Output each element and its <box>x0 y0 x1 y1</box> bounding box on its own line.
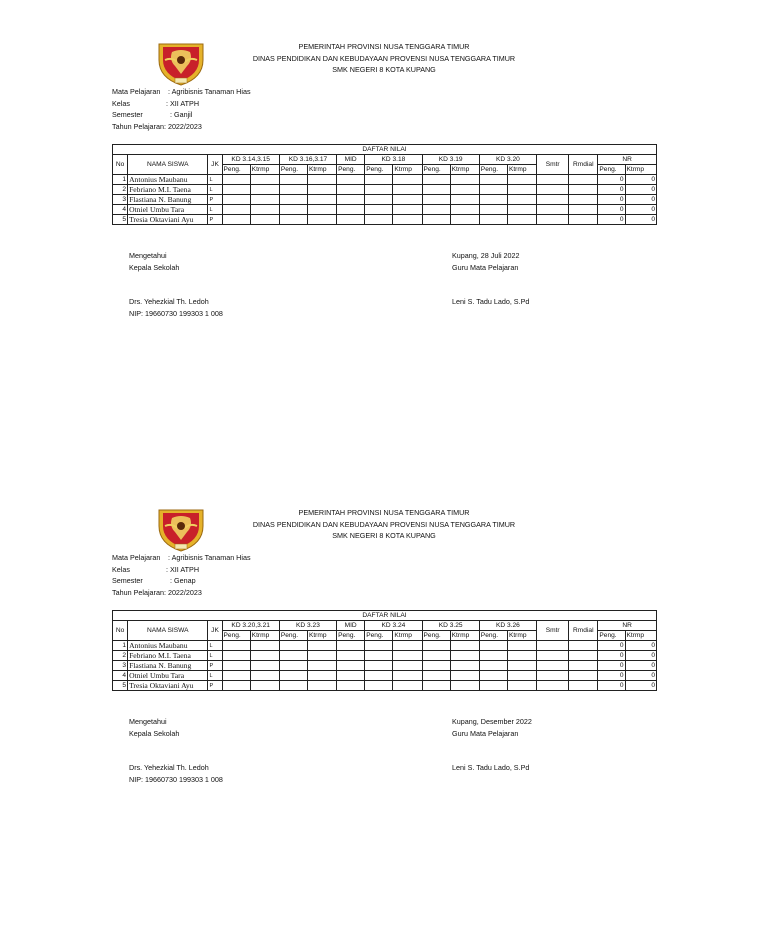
letterhead-line-3: SMK NEGERI 8 KOTA KUPANG <box>332 531 436 540</box>
col-kd-header: KD 3.20 <box>479 155 536 165</box>
grades-body <box>113 611 657 691</box>
grade-cell <box>365 641 393 651</box>
grade-cell <box>537 215 569 225</box>
grade-cell <box>507 651 536 661</box>
class-value: : XII ATPH <box>166 98 200 108</box>
grade-cell <box>569 215 598 225</box>
nr-ktrmp-value: 0 <box>625 651 657 661</box>
grade-cell <box>569 175 598 185</box>
grade-cell <box>337 661 365 671</box>
student-name: Flastiana N. Banung <box>128 195 208 205</box>
table-row <box>113 641 657 651</box>
grade-cell <box>507 641 536 651</box>
grade-cell <box>222 641 250 651</box>
grade-cell <box>393 681 422 691</box>
title-row <box>113 145 657 155</box>
table-row <box>113 215 657 225</box>
grade-cell <box>393 175 422 185</box>
grade-cell <box>279 671 307 681</box>
grade-cell <box>422 661 450 671</box>
grade-cell <box>279 205 307 215</box>
student-gender: P <box>208 215 222 225</box>
grade-cell <box>250 205 279 215</box>
col-ktrmp-header: Ktrmp <box>393 165 422 175</box>
nr-peng-value: 0 <box>598 185 625 195</box>
table-row <box>113 671 657 681</box>
student-gender: P <box>208 195 222 205</box>
grade-cell <box>507 661 536 671</box>
grade-cell <box>307 185 336 195</box>
col-ktrmp-header: Ktrmp <box>507 165 536 175</box>
nr-ktrmp-value: 0 <box>625 215 657 225</box>
grade-cell <box>422 651 450 661</box>
row-number: 1 <box>113 175 128 185</box>
col-jk-header: JK <box>208 155 222 175</box>
table-row <box>113 651 657 661</box>
grade-cell <box>279 661 307 671</box>
header-row <box>113 155 657 165</box>
nr-ktrmp-value: 0 <box>625 175 657 185</box>
student-name: Otniel Umbu Tara <box>128 671 208 681</box>
nr-peng-value: 0 <box>598 681 625 691</box>
grade-cell <box>479 661 507 671</box>
col-ktrmp-header: Ktrmp <box>450 631 479 641</box>
col-nr-header: NR <box>598 155 657 165</box>
col-peng-header: Peng. <box>279 631 307 641</box>
grade-cell <box>393 641 422 651</box>
grade-cell <box>537 681 569 691</box>
teacher-name: Leni S. Tadu Lado, S.Pd <box>452 297 530 306</box>
grade-cell <box>337 671 365 681</box>
grade-cell <box>422 641 450 651</box>
grade-cell <box>279 641 307 651</box>
student-gender: L <box>208 175 222 185</box>
grade-cell <box>250 671 279 681</box>
col-nr-ktrmp-header: Ktrmp <box>625 631 657 641</box>
row-number: 2 <box>113 185 128 195</box>
table-row <box>113 681 657 691</box>
grade-cell <box>507 185 536 195</box>
semester-label: Semester <box>112 110 143 119</box>
student-name: Flastiana N. Banung <box>128 661 208 671</box>
col-kd-header: MID <box>337 621 365 631</box>
student-name: Febriano M.I. Taena <box>128 651 208 661</box>
grade-cell <box>569 185 598 195</box>
grade-cell <box>250 661 279 671</box>
grade-cell <box>365 175 393 185</box>
grade-cell <box>569 205 598 215</box>
student-gender: P <box>208 661 222 671</box>
nr-peng-value: 0 <box>598 215 625 225</box>
grade-cell <box>307 195 336 205</box>
col-peng-header: Peng. <box>365 631 393 641</box>
grade-cell <box>422 195 450 205</box>
grade-cell <box>337 175 365 185</box>
row-number: 4 <box>113 671 128 681</box>
letterhead-line-2: DINAS PENDIDIKAN DAN KEBUDAYAAN PROVENSI NUSA TENGGARA TIMUR <box>252 519 516 529</box>
nr-ktrmp-value: 0 <box>625 205 657 215</box>
grade-cell <box>507 681 536 691</box>
col-nr-ktrmp-header: Ktrmp <box>625 165 657 175</box>
grade-cell <box>507 215 536 225</box>
col-kd-header: KD 3.18 <box>365 155 422 165</box>
subject-label: Mata Pelajaran <box>112 87 161 96</box>
school-year: Tahun Pelajaran: 2022/2023 <box>112 121 202 131</box>
grade-cell <box>337 185 365 195</box>
grade-cell <box>569 651 598 661</box>
grade-cell <box>450 175 479 185</box>
grade-cell <box>393 671 422 681</box>
col-kd-header: KD 3.26 <box>479 621 536 631</box>
grade-cell <box>250 195 279 205</box>
grade-cell <box>365 681 393 691</box>
grade-cell <box>222 651 250 661</box>
grades-body <box>113 145 657 225</box>
student-gender: L <box>208 651 222 661</box>
col-kd-header: KD 3.16,3.17 <box>279 155 336 165</box>
col-nr-peng-header: Peng. <box>598 631 625 641</box>
grade-cell <box>222 205 250 215</box>
grade-cell <box>307 651 336 661</box>
grade-cell <box>365 185 393 195</box>
nr-ktrmp-value: 0 <box>625 661 657 671</box>
grade-cell <box>569 671 598 681</box>
letterhead-line-1: PEMERINTAH PROVINSI NUSA TENGGARA TIMUR <box>298 508 470 517</box>
principal-name: Drs. Yehezkial Th. Ledoh <box>129 297 209 306</box>
col-rmdial-header: Rmdial <box>569 621 598 641</box>
class-value: : XII ATPH <box>166 564 200 574</box>
grade-cell <box>393 215 422 225</box>
grade-cell <box>222 185 250 195</box>
nr-peng-value: 0 <box>598 651 625 661</box>
grade-cell <box>307 215 336 225</box>
nr-peng-value: 0 <box>598 661 625 671</box>
grade-cell <box>422 185 450 195</box>
grade-cell <box>307 175 336 185</box>
col-smtr-header: Smtr <box>537 621 569 641</box>
grade-cell <box>393 661 422 671</box>
grade-cell <box>250 175 279 185</box>
grade-cell <box>422 205 450 215</box>
student-gender: L <box>208 205 222 215</box>
grade-cell <box>365 195 393 205</box>
grade-cell <box>450 651 479 661</box>
grade-cell <box>222 215 250 225</box>
grade-cell <box>537 175 569 185</box>
title-row <box>113 611 657 621</box>
grade-cell <box>250 641 279 651</box>
nr-peng-value: 0 <box>598 671 625 681</box>
col-peng-header: Peng. <box>422 165 450 175</box>
grade-cell <box>279 175 307 185</box>
letterhead <box>0 507 768 542</box>
grade-cell <box>479 651 507 661</box>
nr-ktrmp-value: 0 <box>625 681 657 691</box>
col-kd-header: KD 3.19 <box>422 155 479 165</box>
col-nr-header: NR <box>598 621 657 631</box>
col-kd-header: KD 3.20,3.21 <box>222 621 279 631</box>
grade-cell <box>422 671 450 681</box>
col-no-header: No <box>113 155 128 175</box>
grade-cell <box>569 681 598 691</box>
semester-value: : Genap <box>170 576 196 585</box>
student-name: Febriano M.I. Taena <box>128 185 208 195</box>
col-no-header: No <box>113 621 128 641</box>
grade-cell <box>337 641 365 651</box>
principal-name: Drs. Yehezkial Th. Ledoh <box>129 763 209 772</box>
col-ktrmp-header: Ktrmp <box>307 631 336 641</box>
letterhead <box>0 41 768 76</box>
table-row <box>113 195 657 205</box>
nr-peng-value: 0 <box>598 175 625 185</box>
grade-cell <box>307 641 336 651</box>
grade-cell <box>222 671 250 681</box>
grade-cell <box>365 661 393 671</box>
place-date: Kupang, 28 Juli 2022 <box>452 251 520 260</box>
student-name: Tresia Oktaviani Ayu <box>128 215 208 225</box>
col-smtr-header: Smtr <box>537 155 569 175</box>
nr-peng-value: 0 <box>598 195 625 205</box>
row-number: 5 <box>113 681 128 691</box>
acknowledged-label: Mengetahui <box>129 717 167 726</box>
grade-cell <box>365 205 393 215</box>
row-number: 2 <box>113 651 128 661</box>
grade-cell <box>307 681 336 691</box>
grade-cell <box>422 681 450 691</box>
col-rmdial-header: Rmdial <box>569 155 598 175</box>
row-number: 3 <box>113 195 128 205</box>
principal-title: Kepala Sekolah <box>129 728 180 738</box>
grade-cell <box>222 195 250 205</box>
grade-cell <box>537 205 569 215</box>
nr-ktrmp-value: 0 <box>625 195 657 205</box>
table-row <box>113 661 657 671</box>
grade-cell <box>250 215 279 225</box>
table-row <box>113 175 657 185</box>
table-title: DAFTAR NILAI <box>113 145 657 155</box>
grade-cell <box>222 661 250 671</box>
col-ktrmp-header: Ktrmp <box>250 165 279 175</box>
col-nr-peng-header: Peng. <box>598 165 625 175</box>
grade-cell <box>250 651 279 661</box>
semester-label: Semester <box>112 576 143 585</box>
grade-cell <box>537 651 569 661</box>
student-gender: L <box>208 641 222 651</box>
letterhead-line-1: PEMERINTAH PROVINSI NUSA TENGGARA TIMUR <box>298 42 470 51</box>
table-row <box>113 185 657 195</box>
grade-cell <box>365 215 393 225</box>
col-kd-header: KD 3.23 <box>279 621 336 631</box>
row-number: 3 <box>113 661 128 671</box>
grade-cell <box>537 661 569 671</box>
teacher-block <box>452 250 529 308</box>
principal-nip: NIP: 19660730 199303 1 008 <box>129 308 223 318</box>
grade-cell <box>337 681 365 691</box>
grade-cell <box>479 671 507 681</box>
grade-cell <box>393 185 422 195</box>
col-peng-header: Peng. <box>479 631 507 641</box>
grade-cell <box>479 175 507 185</box>
col-peng-header: Peng. <box>479 165 507 175</box>
nr-ktrmp-value: 0 <box>625 185 657 195</box>
class-label: Kelas <box>112 98 130 108</box>
grade-cell <box>279 215 307 225</box>
grade-cell <box>537 195 569 205</box>
table-title: DAFTAR NILAI <box>113 611 657 621</box>
grade-cell <box>479 681 507 691</box>
grade-cell <box>337 195 365 205</box>
col-name-header: NAMA SISWA <box>128 155 208 175</box>
nr-peng-value: 0 <box>598 641 625 651</box>
col-kd-header: KD 3.25 <box>422 621 479 631</box>
grade-cell <box>450 195 479 205</box>
nr-ktrmp-value: 0 <box>625 671 657 681</box>
grade-cell <box>222 681 250 691</box>
col-jk-header: JK <box>208 621 222 641</box>
grade-cell <box>279 195 307 205</box>
grade-cell <box>450 185 479 195</box>
grade-cell <box>307 205 336 215</box>
grades-table <box>112 610 657 691</box>
nr-peng-value: 0 <box>598 205 625 215</box>
grade-cell <box>365 651 393 661</box>
semester-value: : Ganjil <box>170 110 193 119</box>
grade-cell <box>250 681 279 691</box>
grade-cell <box>365 671 393 681</box>
student-gender: L <box>208 671 222 681</box>
principal-title: Kepala Sekolah <box>129 262 180 272</box>
col-kd-header: KD 3.24 <box>365 621 422 631</box>
letterhead-line-2: DINAS PENDIDIKAN DAN KEBUDAYAAN PROVENSI NUSA TENGGARA TIMUR <box>252 53 516 63</box>
grade-cell <box>279 681 307 691</box>
student-gender: L <box>208 185 222 195</box>
col-ktrmp-header: Ktrmp <box>507 631 536 641</box>
grade-cell <box>537 671 569 681</box>
grade-cell <box>507 195 536 205</box>
col-peng-header: Peng. <box>337 165 365 175</box>
class-label: Kelas <box>112 564 130 574</box>
grade-cell <box>393 651 422 661</box>
principal-block <box>129 716 223 785</box>
teacher-title: Guru Mata Pelajaran <box>452 728 519 738</box>
teacher-title: Guru Mata Pelajaran <box>452 262 519 272</box>
teacher-block <box>452 716 532 774</box>
grade-cell <box>250 185 279 195</box>
nr-ktrmp-value: 0 <box>625 641 657 651</box>
col-kd-header: MID <box>337 155 365 165</box>
grade-cell <box>337 205 365 215</box>
place-date: Kupang, Desember 2022 <box>452 717 532 726</box>
col-peng-header: Peng. <box>337 631 365 641</box>
grade-cell <box>569 661 598 671</box>
table-row <box>113 205 657 215</box>
grade-cell <box>450 215 479 225</box>
header-row <box>113 621 657 631</box>
grade-cell <box>307 671 336 681</box>
subject-label: Mata Pelajaran <box>112 553 161 562</box>
grade-cell <box>393 205 422 215</box>
grade-cell <box>450 671 479 681</box>
grade-cell <box>450 661 479 671</box>
student-name: Otniel Umbu Tara <box>128 205 208 215</box>
col-ktrmp-header: Ktrmp <box>450 165 479 175</box>
col-ktrmp-header: Ktrmp <box>250 631 279 641</box>
grade-cell <box>450 681 479 691</box>
student-name: Antonius Maubanu <box>128 175 208 185</box>
grade-cell <box>479 185 507 195</box>
row-number: 1 <box>113 641 128 651</box>
row-number: 5 <box>113 215 128 225</box>
grade-cell <box>479 641 507 651</box>
grade-cell <box>393 195 422 205</box>
col-peng-header: Peng. <box>365 165 393 175</box>
grade-cell <box>222 175 250 185</box>
col-peng-header: Peng. <box>222 165 250 175</box>
grade-cell <box>279 651 307 661</box>
col-name-header: NAMA SISWA <box>128 621 208 641</box>
grade-cell <box>507 175 536 185</box>
student-name: Tresia Oktaviani Ayu <box>128 681 208 691</box>
col-kd-header: KD 3.14,3.15 <box>222 155 279 165</box>
col-peng-header: Peng. <box>422 631 450 641</box>
subject-value: : Agribisnis Tanaman Hias <box>168 553 251 562</box>
grade-cell <box>569 641 598 651</box>
col-peng-header: Peng. <box>279 165 307 175</box>
grade-cell <box>307 661 336 671</box>
grade-cell <box>507 671 536 681</box>
grade-sheet-2 <box>0 466 768 932</box>
grade-cell <box>537 185 569 195</box>
teacher-name: Leni S. Tadu Lado, S.Pd <box>452 763 530 772</box>
grade-cell <box>479 215 507 225</box>
principal-block <box>129 250 223 319</box>
col-ktrmp-header: Ktrmp <box>307 165 336 175</box>
grade-cell <box>479 195 507 205</box>
grade-cell <box>569 195 598 205</box>
student-name: Antonius Maubanu <box>128 641 208 651</box>
grade-cell <box>337 651 365 661</box>
principal-nip: NIP: 19660730 199303 1 008 <box>129 774 223 784</box>
grade-cell <box>337 215 365 225</box>
grade-cell <box>422 175 450 185</box>
col-peng-header: Peng. <box>222 631 250 641</box>
grade-cell <box>450 205 479 215</box>
school-year: Tahun Pelajaran: 2022/2023 <box>112 587 202 597</box>
row-number: 4 <box>113 205 128 215</box>
grade-cell <box>507 205 536 215</box>
grade-cell <box>279 185 307 195</box>
student-gender: P <box>208 681 222 691</box>
grade-cell <box>422 215 450 225</box>
grade-cell <box>479 205 507 215</box>
subject-value: : Agribisnis Tanaman Hias <box>168 87 251 96</box>
letterhead-line-3: SMK NEGERI 8 KOTA KUPANG <box>332 65 436 74</box>
col-ktrmp-header: Ktrmp <box>393 631 422 641</box>
grade-cell <box>537 641 569 651</box>
grade-cell <box>450 641 479 651</box>
grades-table <box>112 144 657 225</box>
acknowledged-label: Mengetahui <box>129 251 167 260</box>
